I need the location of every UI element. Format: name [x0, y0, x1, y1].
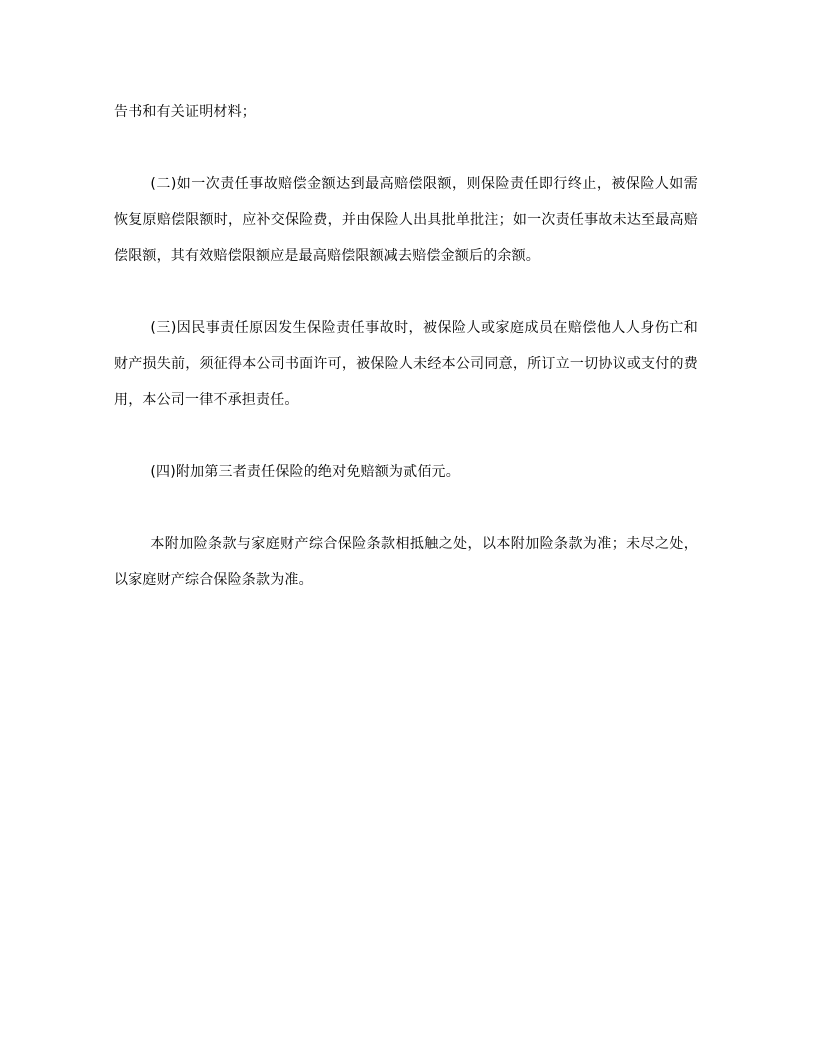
paragraph-clause-3: (三)因民事责任原因发生保险责任事故时，被保险人或家庭成员在赔偿他人人身伤亡和财产损失前，须征得本公司书面许可，被保险人未经本公司同意，所订立一切协议或支付的费用，本公司一律不承担责任。 — [114, 320, 698, 408]
paragraph-clause-2: (二)如一次责任事故赔偿金额达到最高赔偿限额，则保险责任即行终止，被保险人如需恢复原赔偿限额时，应补交保险费，并由保险人出具批单批注；如一次责任事故未达至最高赔偿限额，其有效赔偿限额应是最高赔偿限额减去赔偿金额后的余额。 — [114, 176, 698, 264]
document-body — [114, 94, 698, 598]
paragraph-continuation: 告书和有关证明材料； — [114, 104, 256, 120]
paragraph-clause-4: (四)附加第三者责任保险的绝对免赔额为贰佰元。 — [150, 464, 460, 480]
paragraph-precedence: 本附加险条款与家庭财产综合保险条款相抵触之处，以本附加险条款为准；未尽之处，以家庭财产综合保险条款为准。 — [114, 536, 698, 588]
